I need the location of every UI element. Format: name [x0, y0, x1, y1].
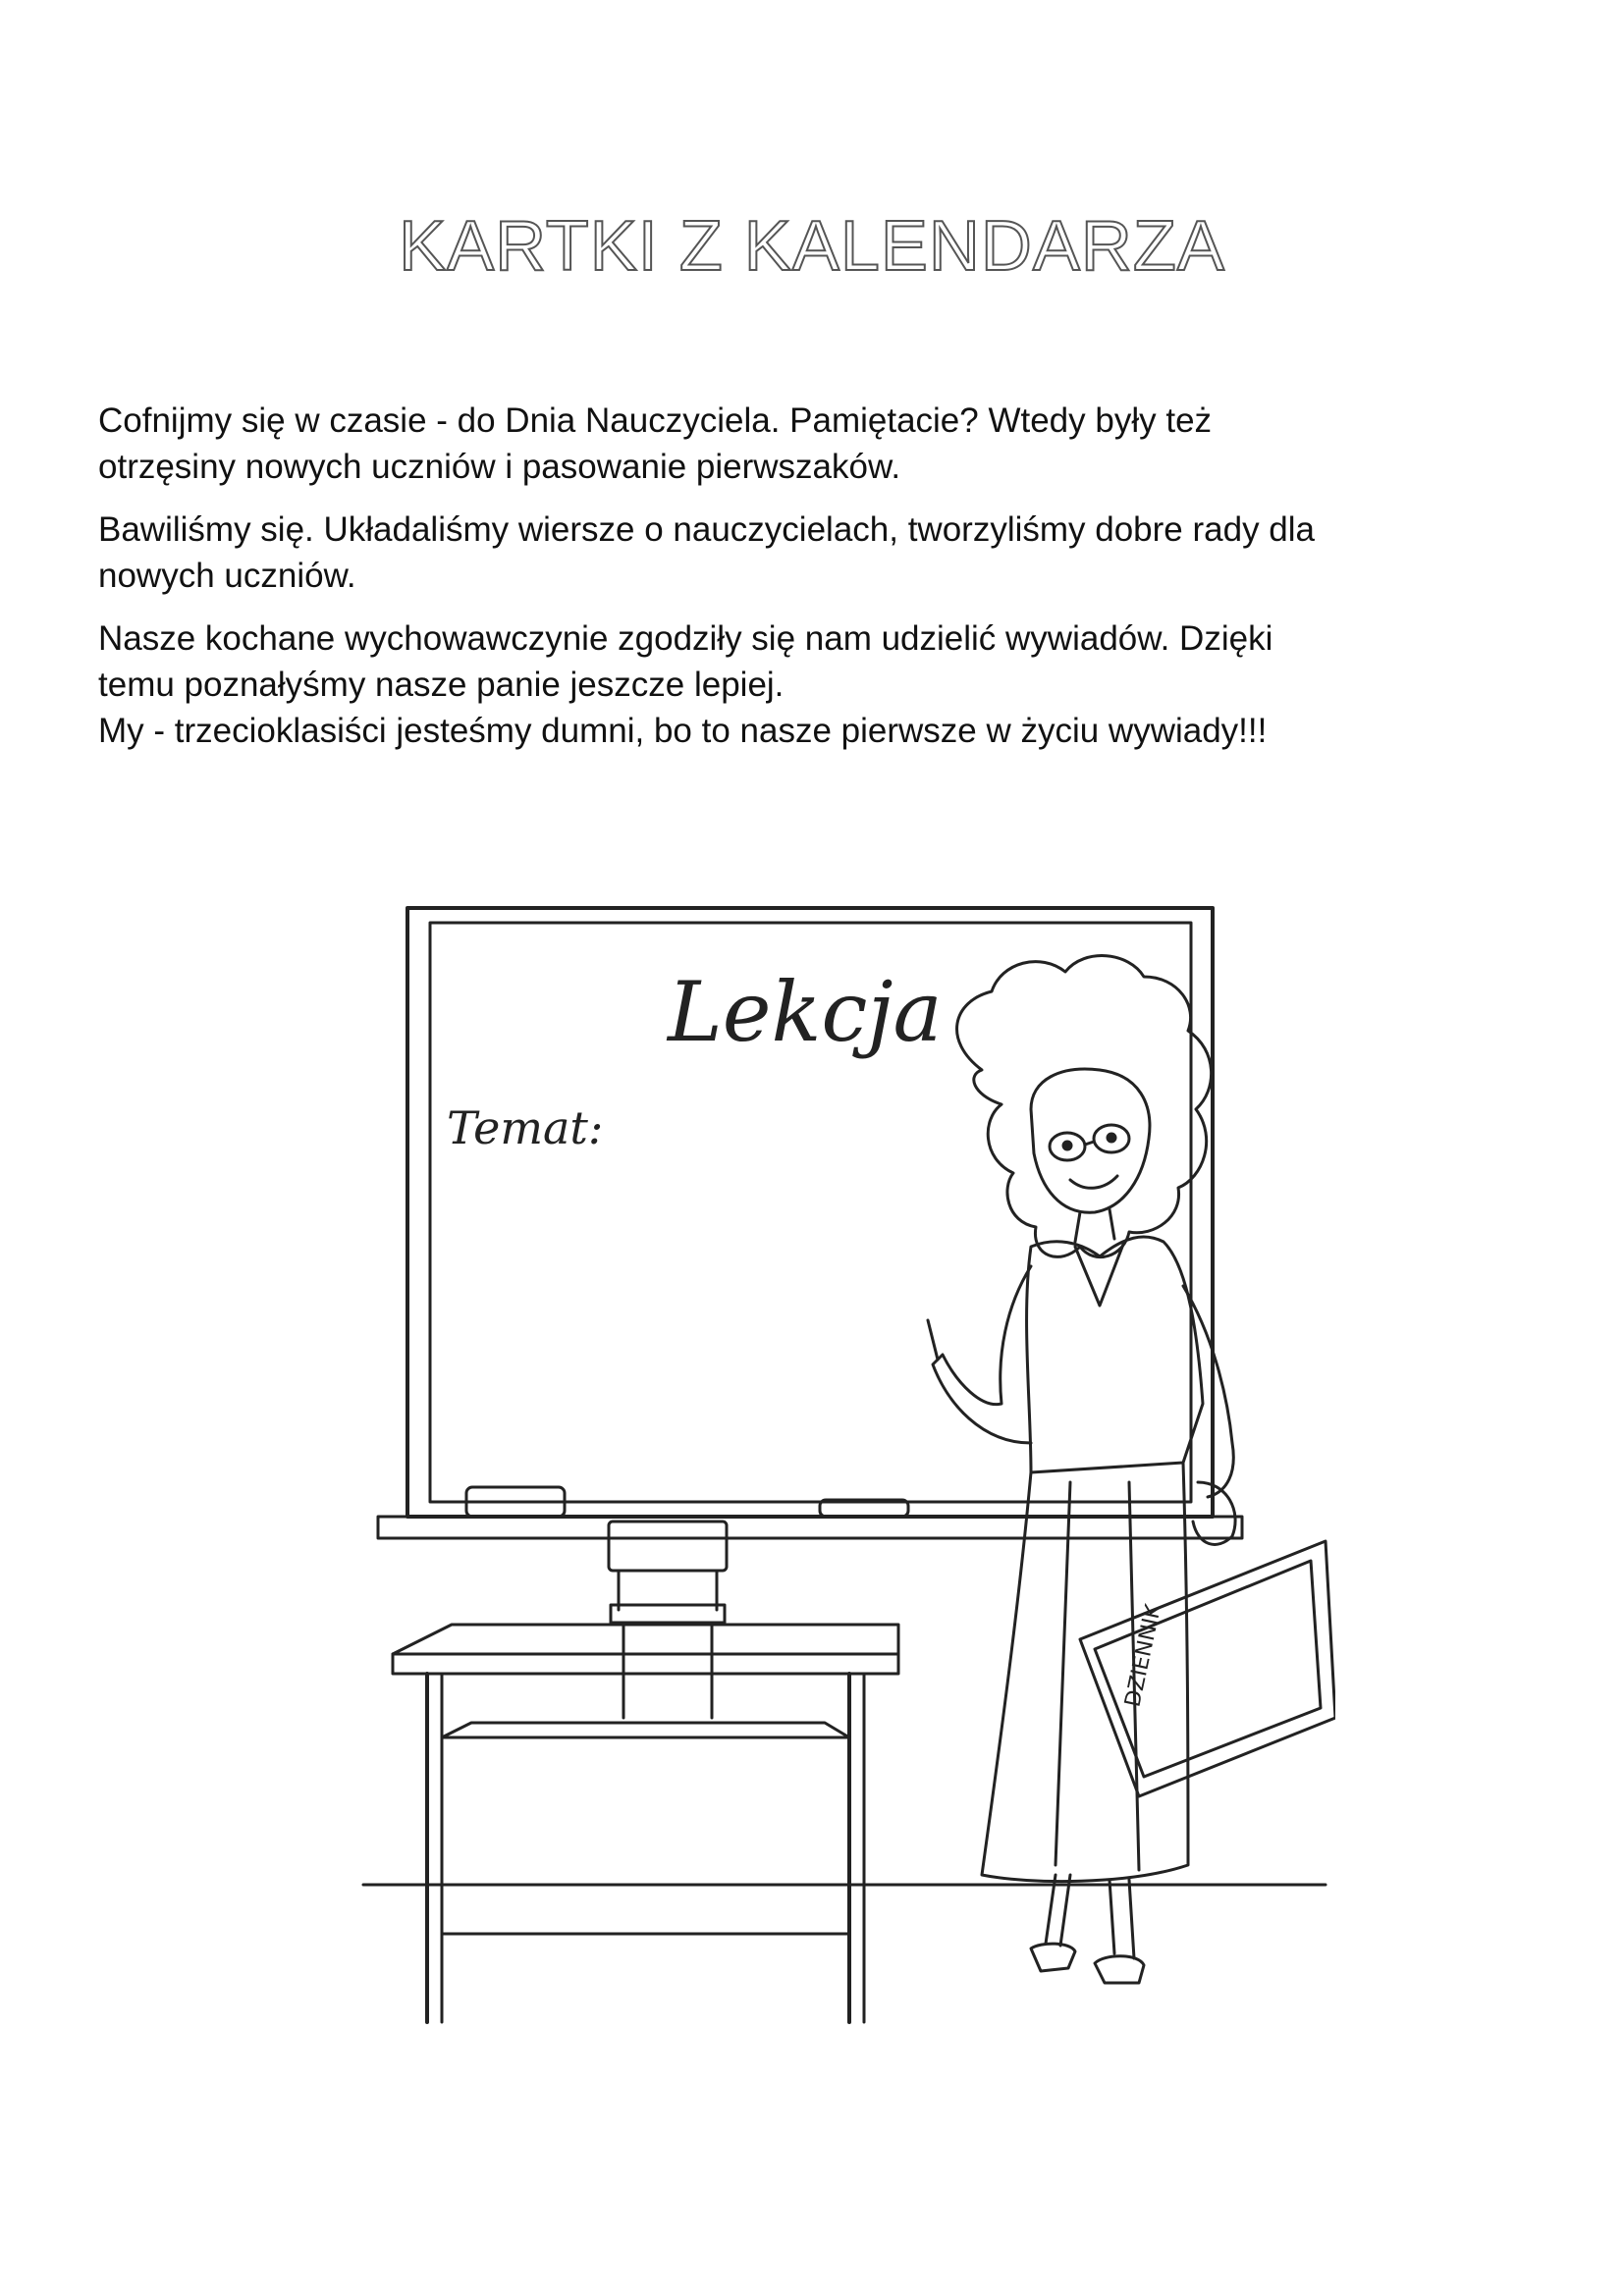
book-label: DZIENNIK [1120, 1602, 1166, 1710]
text-line: nowych uczniów. [98, 557, 356, 595]
paragraph [98, 507, 1551, 599]
text-line: Bawiliśmy się. Układaliśmy wiersze o nauczycielach, tworzyliśmy dobre rady dla [98, 510, 1316, 549]
chair [609, 1522, 727, 1718]
text-line: Cofnijmy się w czasie - do Dnia Nauczyciela. Pamiętacie? Wtedy były też [98, 401, 1213, 440]
text-line: temu poznałyśmy nasze panie jeszcze lepiej. [98, 666, 785, 704]
chalk [928, 1320, 938, 1360]
page-title: KARTKI Z KALENDARZA [399, 207, 1225, 286]
arm [933, 1266, 1031, 1443]
shoe [1095, 1956, 1144, 1983]
paragraph [98, 615, 1551, 754]
book [1080, 1541, 1335, 1796]
teacher [928, 956, 1335, 1983]
body-text [98, 398, 1551, 771]
teacher-illustration [353, 893, 1335, 2042]
classroom-drawing [353, 893, 1335, 2042]
board-heading: Lekcja [668, 964, 943, 1060]
text-line: Nasze kochane wychowawczynie zgodziły się nam udzielić wywiadów. Dzięki [98, 619, 1273, 658]
desk [393, 1625, 898, 2022]
shoe [1031, 1944, 1075, 1971]
board-topic: Temat: [447, 1101, 604, 1154]
text-line: otrzęsiny nowych uczniów i pasowanie pierwszaków. [98, 448, 901, 486]
vest [1027, 1237, 1203, 1472]
skirt [982, 1463, 1188, 1882]
paragraph [98, 398, 1551, 490]
text-line: My - trzecioklasiści jesteśmy dumni, bo to nasze pierwsze w życiu wywiady!!! [98, 712, 1268, 750]
